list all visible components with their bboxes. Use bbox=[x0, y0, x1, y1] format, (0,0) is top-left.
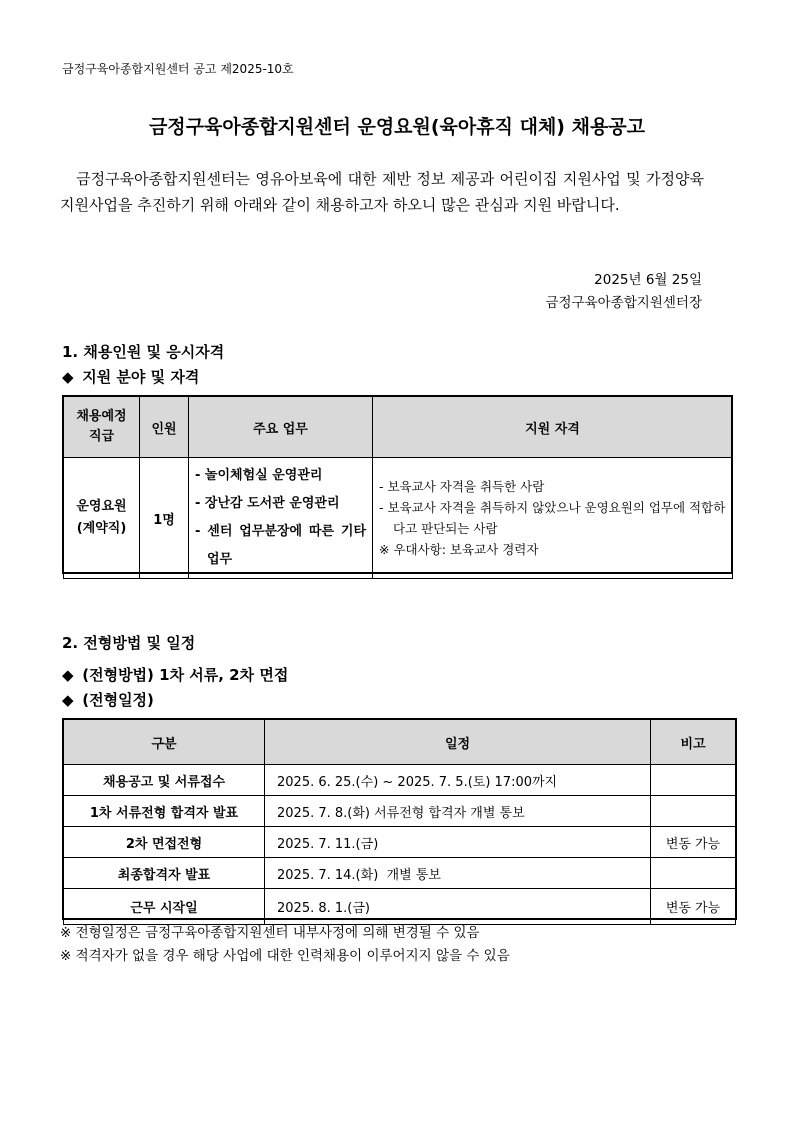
header-quals: 지원 자격 bbox=[373, 397, 733, 458]
note-cell bbox=[651, 858, 736, 889]
schedule-table bbox=[63, 719, 736, 925]
schedule-cell: 2025. 6. 25.(수) ~ 2025. 7. 5.(토) 17:00까지 bbox=[265, 765, 651, 796]
duty-item: - 센터 업무분장에 따른 기타 업무 bbox=[195, 524, 366, 567]
diamond-icon: ◆ bbox=[62, 691, 74, 709]
section2-sub2 bbox=[62, 689, 154, 710]
schedule-cell: 2025. 7. 11.(금) bbox=[265, 827, 651, 858]
qual-preference: ※ 우대사항: 보육교사 경력자 bbox=[379, 542, 539, 557]
duty-item: - 놀이체험실 운영관리 bbox=[195, 468, 323, 483]
diamond-icon: ◆ bbox=[62, 368, 74, 386]
table-row bbox=[64, 889, 736, 925]
position-cell: 운영요원 (계약직) bbox=[64, 458, 140, 579]
header-step: 구분 bbox=[64, 720, 265, 765]
header-count: 인원 bbox=[140, 397, 189, 458]
notice-number: 금정구육아종합지원센터 공고 제2025-10호 bbox=[62, 62, 294, 76]
schedule-cell: 2025. 7. 14.(화) 개별 통보 bbox=[265, 858, 651, 889]
header-note: 비고 bbox=[651, 720, 736, 765]
issue-date: 2025년 6월 25일 bbox=[594, 272, 702, 288]
schedule-cell: 2025. 7. 8.(화) 서류전형 합격자 개별 통보 bbox=[265, 796, 651, 827]
section1-sub bbox=[62, 366, 199, 387]
table-header-row bbox=[64, 720, 736, 765]
step-cell: 근무 시작일 bbox=[64, 889, 265, 925]
note-cell bbox=[651, 765, 736, 796]
note-cell bbox=[651, 796, 736, 827]
qual-item: - 보육교사 자격을 취득하지 않았으나 운영요원의 업무에 적합하다고 판단되는 사람 bbox=[379, 500, 726, 536]
step-cell: 최종합격자 발표 bbox=[64, 858, 265, 889]
table-row bbox=[64, 858, 736, 889]
schedule-cell: 2025. 8. 1.(금) bbox=[265, 889, 651, 925]
note-cell: 변동 가능 bbox=[651, 889, 736, 925]
qual-item: - 보육교사 자격을 취득한 사람 bbox=[379, 479, 545, 494]
section2-sub1 bbox=[62, 664, 288, 685]
issuer: 금정구육아종합지원센터장 bbox=[545, 295, 702, 311]
section2-sub1-text: (전형방법) 1차 서류, 2차 면접 bbox=[82, 666, 289, 684]
table-row bbox=[64, 458, 733, 579]
step-cell: 2차 면접전형 bbox=[64, 827, 265, 858]
header-schedule: 일정 bbox=[265, 720, 651, 765]
table-row bbox=[64, 827, 736, 858]
footnote: ※ 전형일정은 금정구육아종합지원센터 내부사정에 의해 변경될 수 있음 bbox=[60, 925, 480, 941]
positions-table bbox=[63, 396, 733, 579]
section2-sub2-text: (전형일정) bbox=[82, 691, 154, 709]
page-title: 금정구육아종합지원센터 운영요원(육아휴직 대체) 채용공고 bbox=[148, 116, 646, 138]
section1-sub-text: 지원 분야 및 자격 bbox=[82, 368, 200, 386]
duty-item: - 장난감 도서관 운영관리 bbox=[195, 496, 340, 511]
step-cell: 채용공고 및 서류접수 bbox=[64, 765, 265, 796]
table-row bbox=[64, 796, 736, 827]
quals-cell bbox=[373, 458, 733, 579]
header-duties: 주요 업무 bbox=[189, 397, 373, 458]
footnote: ※ 적격자가 없을 경우 해당 사업에 대한 인력채용이 이루어지지 않을 수 있음 bbox=[60, 948, 510, 964]
intro-text: 금정구육아종합지원센터는 영유아보육에 대한 제반 정보 제공과 어린이집 지원사업 및 가정양육 지원사업을 추진하기 위해 아래와 같이 채용하고자 하오니 많은 관심과 지원 바랍니다. bbox=[60, 170, 704, 214]
table-row bbox=[64, 765, 736, 796]
count-cell: 1명 bbox=[140, 458, 189, 579]
duties-cell bbox=[189, 458, 373, 579]
section1-heading: 1. 채용인원 및 응시자격 bbox=[62, 343, 225, 361]
intro-paragraph bbox=[60, 166, 704, 218]
step-cell: 1차 서류전형 합격자 발표 bbox=[64, 796, 265, 827]
diamond-icon: ◆ bbox=[62, 666, 74, 684]
note-cell: 변동 가능 bbox=[651, 827, 736, 858]
header-position: 채용예정 직급 bbox=[64, 397, 140, 458]
table-header-row bbox=[64, 397, 733, 458]
section2-heading: 2. 전형방법 및 일정 bbox=[62, 634, 196, 652]
